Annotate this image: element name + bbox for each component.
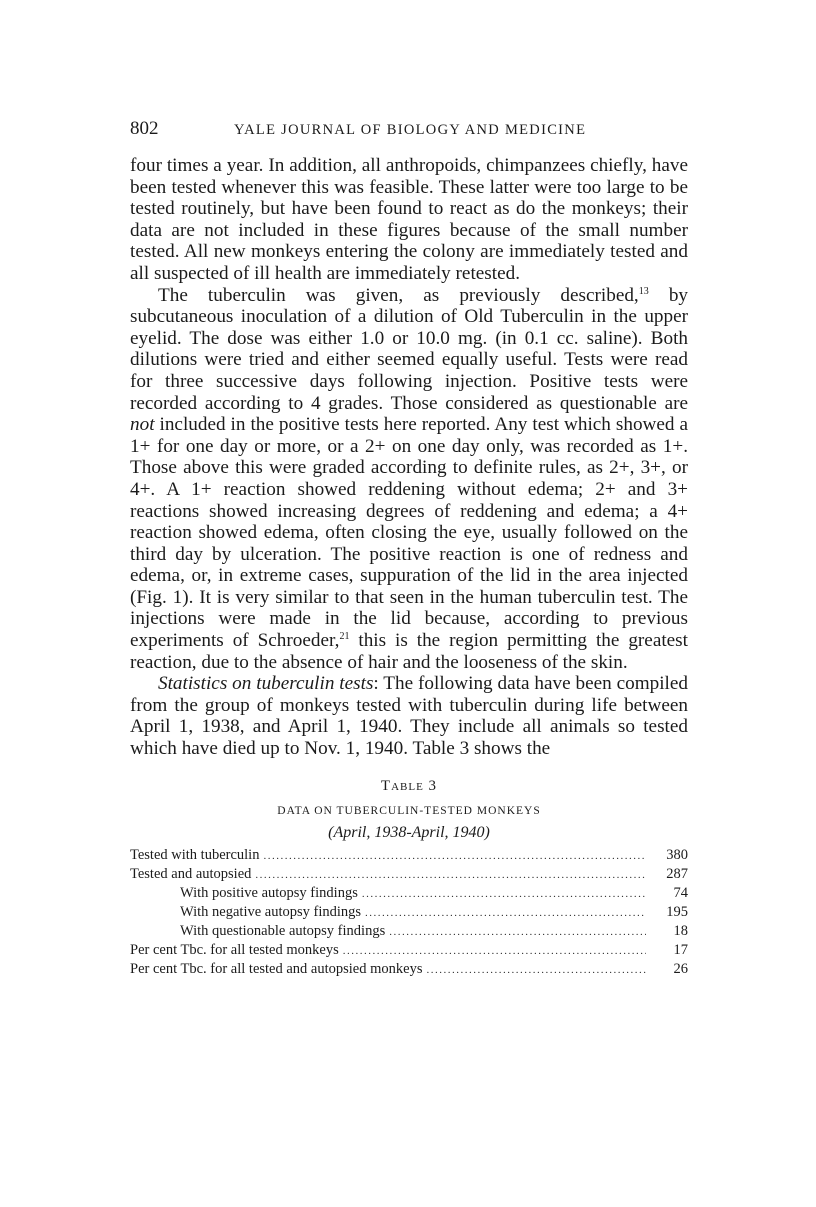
row-label: With negative autopsy findings [180,903,362,920]
row-value: 380 [666,846,688,863]
table-row [130,884,688,903]
paragraph-3 [130,673,688,759]
emphasis-not: not [130,414,155,436]
row-value: 195 [666,903,688,920]
table-title: DATA ON TUBERCULIN-TESTED MONKEYS [277,804,541,817]
table-3 [130,778,688,979]
paragraph-1: four times a year. In addition, all anthropoids, chimpanzees chiefly, have been tested whenever this was feasible. These latter were too large to be tested routinely, but have been found to react as do the monkeys; their data are not included in these figures because of the small number tested. All new monkeys entering the colony are immediately tested and all suspected of ill health are immediately retested. [130,155,688,284]
journal-title: YALE JOURNAL OF BIOLOGY AND MEDICINE [234,122,587,138]
reference-21: 21 [339,631,350,643]
paragraph-2-text-b: by subcutaneous inoculation of a dilution of Old Tuberculin in the upper eyelid. The dose was either 1.0 or 10.0 mg. (in 0.1 cc. saline). Both dilutions were tried and either seemed equally useful. Tests were read for three successive days following injection. Positive tests were recorded according to 4 grades. Those considered as questionable are [130,284,689,414]
section-heading-statistics: Statistics on tuberculin tests [158,673,374,695]
journal-page [130,118,688,979]
table-row [130,941,688,960]
row-value: 287 [666,865,688,882]
row-value: 18 [673,922,688,939]
table-row [130,865,688,884]
row-label: Tested and autopsied [130,865,252,882]
row-label: Tested with tuberculin [130,846,260,863]
row-value: 74 [673,884,688,901]
table-row [130,960,688,979]
dot-leader [426,961,646,979]
dot-leader [263,847,646,865]
table-rows [130,846,688,979]
dot-leader [389,923,646,941]
dot-leader [343,942,646,960]
paragraph-2-text-d: this is the region permitting the greatest reaction, due to the absence of hair and the looseness of the skin. [130,630,688,673]
row-label: Per cent Tbc. for all tested monkeys [130,941,339,958]
row-value: 26 [673,960,688,977]
running-head [130,118,688,146]
table-row [130,903,688,922]
paragraph-3-text: : The following data have been compiled from the group of monkeys tested with tuberculin during life between April 1, 1938, and April 1, 1940. They include all animals so tested which have died up to Nov. 1, 1940. Table 3 shows the [130,673,688,760]
row-label: With positive autopsy findings [180,884,358,901]
paragraph-2-text-a: The tuberculin was given, as previously described, [158,284,639,306]
row-label: Per cent Tbc. for all tested and autopsied monkeys [130,960,423,977]
table-subtitle: (April, 1938-April, 1940) [328,823,490,841]
paragraph-2-text-c: included in the positive tests here reported. Any test which showed a 1+ for one day or more, or a 2+ on one day only, was recorded as 1+. Those above this were graded according to definite rules, as 2+, 3+, or 4+. A 1+ reaction showed reddening without edema; 2+ and 3+ reactions showed increasing degrees of reddening and edema; a 4+ reaction showed edema, often closing the eye, usually followed on the third day by ulceration. The positive reaction is one of redness and edema, or, in extreme cases, suppuration of the lid in the area injected (Fig. 1). It is very similar to that seen in the human tuberculin test. The injections were made in the lid because, according to previous experiments of Schroeder, [130,414,688,652]
body-text [130,155,688,760]
dot-leader [362,885,646,903]
dot-leader [365,904,646,922]
reference-13: 13 [638,285,649,297]
page-number: 802 [130,118,159,139]
row-value: 17 [673,941,688,958]
table-row [130,846,688,865]
table-row [130,922,688,941]
row-label: With questionable autopsy findings [180,922,386,939]
paragraph-2 [130,285,688,674]
dot-leader [255,866,646,884]
table-label: Table 3 [380,777,438,794]
